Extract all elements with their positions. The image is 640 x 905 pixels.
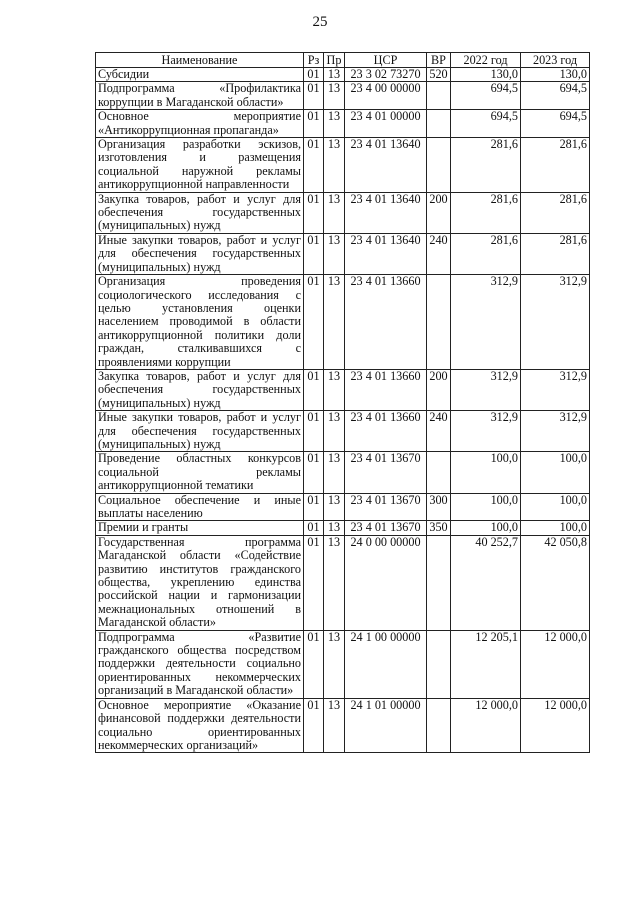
row-value-2023: 694,5 — [521, 82, 590, 110]
row-pr: 13 — [324, 110, 345, 138]
table-row — [96, 275, 590, 370]
row-csr: 23 4 01 13670 — [345, 493, 427, 521]
row-rz: 01 — [304, 630, 324, 698]
row-value-2022: 281,6 — [451, 192, 521, 233]
table-row — [96, 630, 590, 698]
row-rz: 01 — [304, 411, 324, 452]
row-name: Государственная программа Магаданской области «Содействие развитию институтов гражданского общества, укреплению единства российской нации и гармонизации межнациональных отношений в Магаданской области» — [96, 535, 304, 630]
row-csr: 23 4 01 13660 — [345, 275, 427, 370]
row-value-2023: 694,5 — [521, 110, 590, 138]
row-name: Иные закупки товаров, работ и услуг для обеспечения государственных (муниципальных) нужд — [96, 411, 304, 452]
row-pr: 13 — [324, 233, 345, 274]
row-pr: 13 — [324, 82, 345, 110]
row-value-2022: 12 205,1 — [451, 630, 521, 698]
row-rz: 01 — [304, 493, 324, 521]
row-value-2023: 281,6 — [521, 192, 590, 233]
row-rz: 01 — [304, 233, 324, 274]
row-pr: 13 — [324, 535, 345, 630]
row-value-2023: 12 000,0 — [521, 630, 590, 698]
row-name: Иные закупки товаров, работ и услуг для обеспечения государственных (муниципальных) нужд — [96, 233, 304, 274]
row-csr: 23 4 01 13640 — [345, 138, 427, 193]
header-rz: Рз — [304, 53, 324, 68]
header-2022: 2022 год — [451, 53, 521, 68]
row-value-2023: 12 000,0 — [521, 698, 590, 753]
row-rz: 01 — [304, 110, 324, 138]
table-row — [96, 110, 590, 138]
row-csr: 23 4 01 13640 — [345, 233, 427, 274]
row-pr: 13 — [324, 138, 345, 193]
row-vr: 240 — [427, 411, 451, 452]
row-vr: 350 — [427, 521, 451, 535]
row-name: Проведение областных конкурсов социальной рекламы антикоррупционной тематики — [96, 452, 304, 493]
row-name: Премии и гранты — [96, 521, 304, 535]
table-row — [96, 411, 590, 452]
header-2023: 2023 год — [521, 53, 590, 68]
header-vr: ВР — [427, 53, 451, 68]
row-vr: 200 — [427, 192, 451, 233]
row-vr: 300 — [427, 493, 451, 521]
table-row — [96, 452, 590, 493]
row-csr: 24 1 00 00000 — [345, 630, 427, 698]
row-value-2022: 312,9 — [451, 275, 521, 370]
row-name: Организация разработки эскизов, изготовления и размещения социальной наружной рекламы антикоррупционной направленности — [96, 138, 304, 193]
row-value-2023: 312,9 — [521, 369, 590, 410]
row-rz: 01 — [304, 192, 324, 233]
table-row — [96, 493, 590, 521]
row-pr: 13 — [324, 68, 345, 82]
row-value-2023: 281,6 — [521, 233, 590, 274]
row-pr: 13 — [324, 369, 345, 410]
row-csr: 24 1 01 00000 — [345, 698, 427, 753]
row-csr: 23 4 01 13660 — [345, 411, 427, 452]
row-rz: 01 — [304, 275, 324, 370]
row-value-2023: 312,9 — [521, 275, 590, 370]
row-csr: 23 4 01 13640 — [345, 192, 427, 233]
row-pr: 13 — [324, 630, 345, 698]
header-pr: Пр — [324, 53, 345, 68]
row-csr: 23 4 00 00000 — [345, 82, 427, 110]
row-pr: 13 — [324, 452, 345, 493]
row-pr: 13 — [324, 275, 345, 370]
row-value-2023: 281,6 — [521, 138, 590, 193]
row-pr: 13 — [324, 192, 345, 233]
row-csr: 23 4 01 13670 — [345, 452, 427, 493]
row-vr — [427, 452, 451, 493]
row-pr: 13 — [324, 521, 345, 535]
row-rz: 01 — [304, 82, 324, 110]
row-csr: 23 4 01 13670 — [345, 521, 427, 535]
row-vr — [427, 82, 451, 110]
row-rz: 01 — [304, 535, 324, 630]
row-value-2022: 40 252,7 — [451, 535, 521, 630]
table-row — [96, 233, 590, 274]
table-row — [96, 68, 590, 82]
row-value-2023: 312,9 — [521, 411, 590, 452]
row-rz: 01 — [304, 698, 324, 753]
row-csr: 23 4 01 00000 — [345, 110, 427, 138]
row-rz: 01 — [304, 68, 324, 82]
row-value-2022: 312,9 — [451, 411, 521, 452]
row-value-2022: 12 000,0 — [451, 698, 521, 753]
header-name: Наименование — [96, 53, 304, 68]
row-name: Закупка товаров, работ и услуг для обеспечения государственных (муниципальных) нужд — [96, 192, 304, 233]
row-name: Субсидии — [96, 68, 304, 82]
row-rz: 01 — [304, 452, 324, 493]
table-body — [96, 68, 590, 753]
page-number: 25 — [312, 14, 328, 30]
row-name: Подпрограмма «Развитие гражданского общества посредством поддержки деятельности социально ориентированных некоммерческих организаций в Магаданской области» — [96, 630, 304, 698]
row-vr — [427, 535, 451, 630]
row-name: Подпрограмма «Профилактика коррупции в Магаданской области» — [96, 82, 304, 110]
row-value-2022: 100,0 — [451, 521, 521, 535]
table-header — [96, 53, 590, 68]
row-rz: 01 — [304, 369, 324, 410]
row-value-2023: 100,0 — [521, 493, 590, 521]
row-value-2023: 100,0 — [521, 452, 590, 493]
row-value-2023: 42 050,8 — [521, 535, 590, 630]
row-value-2022: 694,5 — [451, 110, 521, 138]
table-row — [96, 535, 590, 630]
row-value-2023: 130,0 — [521, 68, 590, 82]
header-row — [96, 53, 590, 68]
row-vr — [427, 275, 451, 370]
table-row — [96, 698, 590, 753]
row-vr — [427, 698, 451, 753]
row-vr: 200 — [427, 369, 451, 410]
row-value-2022: 281,6 — [451, 233, 521, 274]
row-vr — [427, 138, 451, 193]
row-name: Закупка товаров, работ и услуг для обеспечения государственных (муниципальных) нужд — [96, 369, 304, 410]
table-row — [96, 192, 590, 233]
table-row — [96, 369, 590, 410]
row-value-2022: 130,0 — [451, 68, 521, 82]
table-row — [96, 521, 590, 535]
row-vr — [427, 630, 451, 698]
row-name: Основное мероприятие «Антикоррупционная пропаганда» — [96, 110, 304, 138]
row-value-2022: 100,0 — [451, 452, 521, 493]
row-value-2022: 281,6 — [451, 138, 521, 193]
table-row — [96, 138, 590, 193]
row-vr: 240 — [427, 233, 451, 274]
row-pr: 13 — [324, 411, 345, 452]
row-rz: 01 — [304, 521, 324, 535]
row-csr: 23 3 02 73270 — [345, 68, 427, 82]
row-value-2022: 694,5 — [451, 82, 521, 110]
row-pr: 13 — [324, 698, 345, 753]
row-vr — [427, 110, 451, 138]
row-value-2023: 100,0 — [521, 521, 590, 535]
row-value-2022: 312,9 — [451, 369, 521, 410]
budget-table — [95, 52, 590, 753]
table-row — [96, 82, 590, 110]
row-value-2022: 100,0 — [451, 493, 521, 521]
row-csr: 24 0 00 00000 — [345, 535, 427, 630]
row-name: Организация проведения социологического исследования с целью установления оценки населением проводимой в области антикоррупционной политики доли граждан, сталкивавшихся с проявлениями коррупции — [96, 275, 304, 370]
row-name: Основное мероприятие «Оказание финансовой поддержки деятельности социально ориентированных некоммерческих организаций» — [96, 698, 304, 753]
header-csr: ЦСР — [345, 53, 427, 68]
row-name: Социальное обеспечение и иные выплаты населению — [96, 493, 304, 521]
row-pr: 13 — [324, 493, 345, 521]
row-rz: 01 — [304, 138, 324, 193]
row-vr: 520 — [427, 68, 451, 82]
row-csr: 23 4 01 13660 — [345, 369, 427, 410]
